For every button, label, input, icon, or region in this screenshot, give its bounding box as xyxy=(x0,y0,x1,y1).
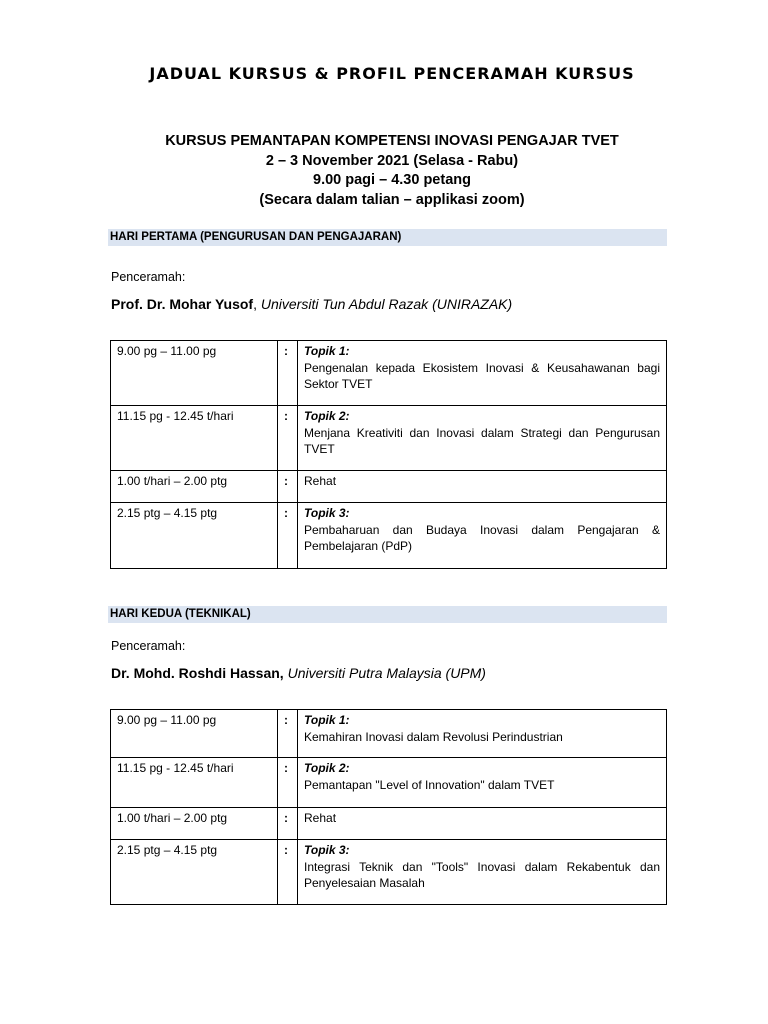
course-dates: 2 – 3 November 2021 (Selasa - Rabu) xyxy=(265,152,519,169)
session-time: 11.15 pg - 12.45 t/hari xyxy=(111,758,278,808)
session-time: 11.15 pg - 12.45 t/hari xyxy=(111,406,278,471)
session-topic: Topik 3: xyxy=(304,506,350,520)
session-description xyxy=(298,840,667,905)
day-2-lecturer-org: Universiti Putra Malaysia (UPM) xyxy=(287,665,486,681)
table-row xyxy=(111,471,667,503)
session-colon: : xyxy=(278,471,298,503)
day-1-heading-text: HARI PERTAMA (PENGURUSAN DAN PENGAJARAN) xyxy=(110,231,402,243)
session-text: Pemantapan "Level of Innovation" dalam TVET xyxy=(304,777,555,792)
day-1-lecturer-org: Universiti Tun Abdul Razak (UNIRAZAK) xyxy=(260,296,513,312)
course-mode: (Secara dalam talian – applikasi zoom) xyxy=(259,191,525,208)
session-colon: : xyxy=(278,503,298,569)
session-description xyxy=(298,406,667,471)
day-1-lecturer xyxy=(111,296,512,312)
session-time: 2.15 ptg – 4.15 ptg xyxy=(111,503,278,569)
session-topic: Topik 3: xyxy=(304,843,350,857)
day-2-heading-text: HARI KEDUA (TEKNIKAL) xyxy=(110,608,251,620)
table-row xyxy=(111,840,667,905)
session-text: Integrasi Teknik dan "Tools" Inovasi dalam Rekabentuk dan Penyelesaian Masalah xyxy=(304,859,660,890)
session-description xyxy=(298,758,667,808)
session-topic: Topik 1: xyxy=(304,344,350,358)
day-2-lecturer xyxy=(111,665,486,681)
session-description xyxy=(298,710,667,758)
session-colon: : xyxy=(278,406,298,471)
document-title: JADUAL KURSUS & PROFIL PENCERAMAH KURSUS xyxy=(149,64,635,83)
session-description xyxy=(298,341,667,406)
course-header xyxy=(0,132,768,210)
session-time: 2.15 ptg – 4.15 ptg xyxy=(111,840,278,905)
day-1-lecturer-separator: , xyxy=(253,296,261,312)
day-1-heading xyxy=(108,229,667,246)
session-colon: : xyxy=(278,840,298,905)
table-row xyxy=(111,341,667,406)
table-row xyxy=(111,503,667,569)
session-description xyxy=(298,808,667,840)
session-topic: Topik 2: xyxy=(304,409,350,423)
day-1-schedule-table xyxy=(110,340,667,569)
table-row xyxy=(111,710,667,758)
table-row xyxy=(111,406,667,471)
session-text: Pembaharuan dan Budaya Inovasi dalam Pengajaran & Pembelajaran (PdP) xyxy=(304,522,660,553)
session-colon: : xyxy=(278,710,298,758)
session-colon: : xyxy=(278,808,298,840)
session-topic: Topik 1: xyxy=(304,713,350,727)
day-2-schedule-table xyxy=(110,709,667,905)
day-2-lecturer-name: Dr. Mohd. Roshdi Hassan, xyxy=(111,665,284,681)
day-1-lecturer-label: Penceramah: xyxy=(111,270,186,284)
session-topic: Topik 2: xyxy=(304,761,350,775)
session-text: Rehat xyxy=(304,474,337,488)
session-colon: : xyxy=(278,341,298,406)
session-text: Menjana Kreativiti dan Inovasi dalam Strategi dan Pengurusan TVET xyxy=(304,425,660,456)
session-colon: : xyxy=(278,758,298,808)
session-description xyxy=(298,471,667,503)
session-description xyxy=(298,503,667,569)
course-time: 9.00 pagi – 4.30 petang xyxy=(313,172,471,188)
table-row xyxy=(111,758,667,808)
course-name: KURSUS PEMANTAPAN KOMPETENSI INOVASI PENGAJAR TVET xyxy=(165,133,619,149)
day-2-heading xyxy=(108,606,667,623)
session-text: Rehat xyxy=(304,811,337,825)
session-time: 1.00 t/hari – 2.00 ptg xyxy=(111,471,278,503)
session-time: 9.00 pg – 11.00 pg xyxy=(111,341,278,406)
session-time: 1.00 t/hari – 2.00 ptg xyxy=(111,808,278,840)
session-text: Kemahiran Inovasi dalam Revolusi Perindustrian xyxy=(304,729,563,744)
session-text: Pengenalan kepada Ekosistem Inovasi & Keusahawanan bagi Sektor TVET xyxy=(304,360,660,391)
day-1-lecturer-name: Prof. Dr. Mohar Yusof xyxy=(111,296,254,312)
day-2-lecturer-label: Penceramah: xyxy=(111,639,186,653)
table-row xyxy=(111,808,667,840)
session-time: 9.00 pg – 11.00 pg xyxy=(111,710,278,758)
